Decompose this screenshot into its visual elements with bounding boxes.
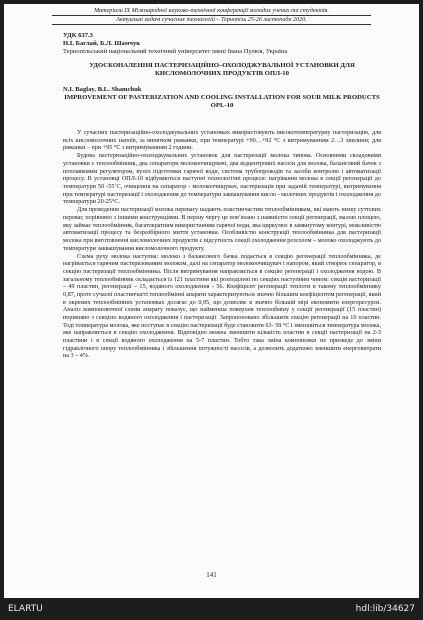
article-body	[63, 130, 381, 361]
header-line-2: Актуальні задачі сучасних технологій – Тернопіль 25-26 листопада 2020.	[52, 16, 371, 25]
handle-id: hdl:lib/34627	[355, 604, 415, 614]
paragraph: У сучасних пастеризаційно-охолоджувальних установках використовують високотемпературну пастеризацію, для всіх кисломолочних напоїв, за винятком ряжанки, при температурі +90…+92 °С з витримуванням 2…3 хвилини; для ряжанки – при +95 °С з витримуванням 2 години.	[63, 130, 381, 152]
affiliation: Тернопільський національний технічний університет імені Івана Пулюя, Україна	[63, 48, 288, 55]
repository-footer	[0, 602, 423, 618]
header-line-1: Матеріали ІХ Міжнародної науково-технічної конференції молодих учених та студентів.	[52, 7, 371, 16]
authors-en: N.I. Baglay, B.L. Shamchuk	[63, 86, 142, 93]
paragraph: Для проведення пастеризації молока перевагу надають пластинчастим теплообмінникам, які мають низку суттєвих переваг, порівняно з іншими конструкціями. В першу чергу це пов’язано з наявністю секції регенерації, малою площею, яку займає теплообмінник, багатократним використанням гарячої води, яка циркулює в замкнутому контурі, можливістю автоматизації процесу та безрозбірного миття установки. Особливістю конструкції теплообмінника для пастеризації молока при виготовленні кисломолочних продуктів є відсутність секції охолодження розсолом – молоко охолоджують до температури заквашування кисломолочного продукту.	[63, 207, 381, 252]
running-header	[52, 7, 371, 25]
udk-code: УДК 637.3	[63, 32, 93, 39]
authors-ua: Н.І. Баглай, Б.Л. Шамчук	[63, 40, 141, 47]
page-number: 141	[206, 571, 217, 579]
title-ua: УДОСКОНАЛЕННЯ ПАСТЕРИЗАЦІЙНО–ОХОЛОДЖУВАЛЬНОЇ УСТАНОВКИ ДЛЯ КИСЛОМОЛОЧНИХ ПРОДУКТІВ ОПЛ-10	[89, 62, 355, 78]
document-page	[4, 4, 419, 598]
repository-name: ELARTU	[8, 604, 43, 614]
paragraph: Будова пастеризаційно-охолоджувальних установок для пастеризації молока типова. Основними складовими установки є теплообмінник, два сепаратори молокоочищувачі, два відцентрових насоси для молока, балансовий бачок з поплавковим регулятором, вузол підготовки гарячої води, система трубопроводів та засоби контролю і автоматизації процесу. В установці ОПЛ-10 відбуваються наступні технологічні процеси: нагрівання молока в секції регенерації до температури 50 -55˚С, очищення на сепаратор - молокоочищувач, пастеризація при заданій температурі, витримування при температурі пастеризації і охолодження до температури заквашування кисло - молочних продуктів і охолодження до температури 20-25°С.	[63, 153, 381, 206]
title-en: IMPROVEMENT OF PASTERIZATION AND COOLING INSTALLATION FOR SOUR MILK PRODUCTS OPL-10	[64, 94, 380, 110]
paragraph: Схема руху молока наступна: молоко з балансового бачка подається в секцію регенерації теплообмінника, де нагрівається гарячим пастеризованим молоком, далі на сепаратор молокоочищувач і напором, який створює сепаратор, в секцію пастеризації теплообмінника. Після витримування направляється в секцію регенерації і охолодження водою. В загальному теплообмінник складається із 121 пластини які розподілені по секціях наступним чином: секція пастеризації – 49 пластин, регенерації – 15, водяного охолодження - 56. Коефіцієнт регенерації теплоти в такому теплообміннику 0,87, проте сучасні пластинчасті теплообмінні апарати характеризуються значно більшим коефіцієнтом регенерації, який в окремих теплообмінних установках досягає до 0,95, що дозволяє в значно більшій мірі економити енергоресурси. Аналіз компоновочної схеми апарату показує, що найменша поверхня теплообміну у секції регенерації (15 пластин) порівняно з секцією водяного охолодження і пастеризації. Запропоновано збільшити секцію регенерації на 10 пластин. Тоді температура молока, яке поступає в секцію пастеризації буде становити 63- 58 °С і зменшиться температура молока, яке направляється в секцію охолодження. Відповідно можна зменшити кількість пластин в секції пастеризації на 2-3 пластини і в секції водяного охолодження на 5-7 пластин. Тобто така зміна компоновки не призведе до зміни гідравлічного опору теплообмінника і збільшення потужності насосів, а дозволить додатково зменшити енерговитрати на 3 – 4%.	[63, 253, 382, 360]
